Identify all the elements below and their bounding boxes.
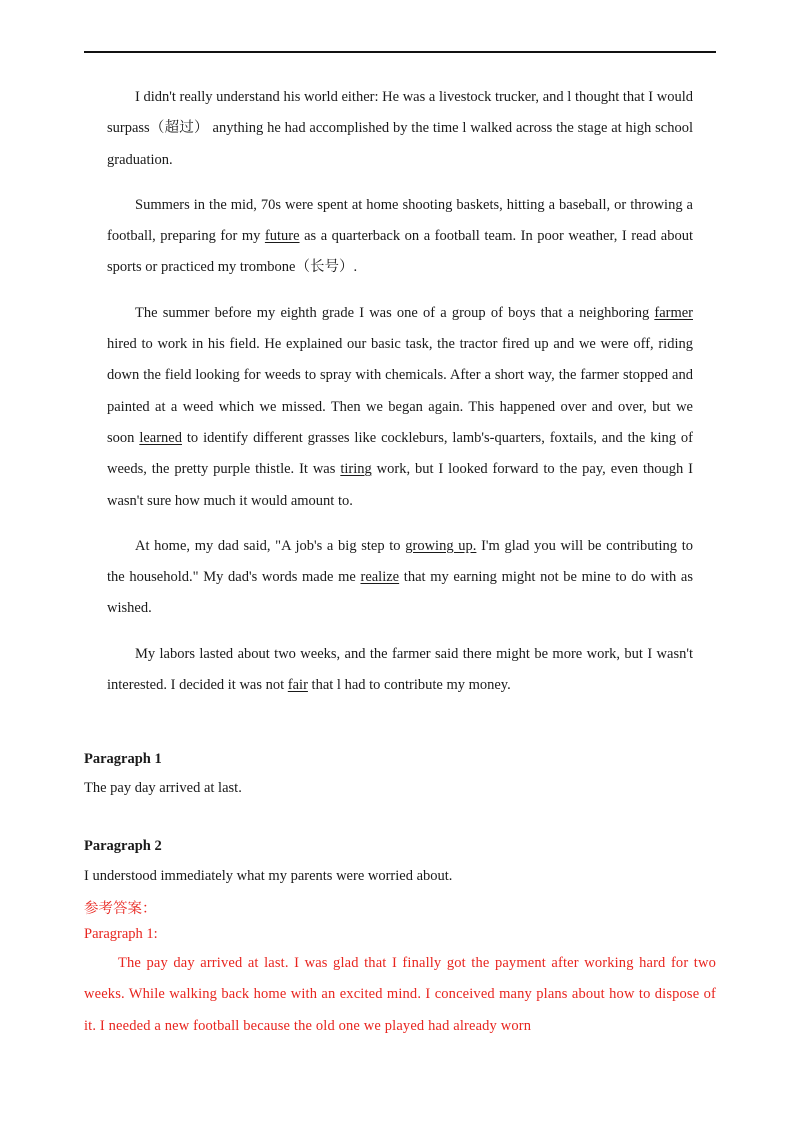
header-rule	[84, 51, 716, 53]
underlined-word: future	[264, 228, 300, 245]
paragraph1-title: Paragraph 1	[84, 751, 162, 767]
underlined-word: realize	[360, 569, 400, 586]
article-paragraph-3: The summer before my eighth grade I was one of a group of boys that a neighboring farmer hired to work in his field. He explained our basic task, the tractor fired up and we were off, riding down the field looking for weeds to spray with chemicals. After a short way, the farmer stopped and painted at a weed which we missed. Then we began again. This happened over and over, but we soon learned to identify different grasses like cockleburs, lamb's-quarters, foxtails, and the king of weeds, the pretty purple thistle. It was tiring work, but I looked forward to the pay, even though I wasn't sure how much it would amount to.	[107, 304, 694, 509]
underlined-word: farmer	[654, 304, 693, 321]
answer-heading: 参考答案：	[84, 901, 157, 917]
article-paragraph-4: At home, my dad said, "A job's a big step to growing up. I'm glad you will be contributing to the household." My dad's words made me realize that my earning might not be mine to do with as wished.	[107, 537, 693, 617]
article-paragraph-5: My labors lasted about two weeks, and the farmer said there might be more work, but I wasn't interested. I decided it was not fair that l had to contribute my money.	[107, 645, 693, 694]
underlined-word: fair	[287, 677, 308, 694]
underlined-word: learned	[139, 429, 182, 446]
paragraph1-prompt: The pay day arrived at last.	[84, 780, 242, 796]
underlined-word: growing up.	[405, 537, 477, 554]
article-paragraph-2: Summers in the mid, 70s were spent at home shooting baskets, hitting a baseball, or throwing a football, preparing for my future as a quarterback on a football team. In poor weather, I read about sports or practiced my trombone（长号）.	[107, 196, 693, 276]
paragraph2-title: Paragraph 2	[84, 838, 162, 854]
underlined-word: tiring	[340, 461, 372, 478]
answer-label: Paragraph 1:	[84, 926, 158, 942]
article-body	[107, 82, 693, 715]
paragraph2-prompt: I understood immediately what my parents were worried about.	[84, 868, 453, 884]
answer-text: The pay day arrived at last. I was glad that I finally got the payment after working hard for two weeks. While walking back home with an excited mind. I conceived many plans about how to dispose of it. I needed a new football because the old one we played had already worn	[84, 955, 716, 1034]
answer-text-block	[84, 948, 716, 1042]
article-paragraph-1: I didn't really understand his world either: He was a livestock trucker, and l thought that I would surpass（超过） anything he had accomplished by the time l walked across the stage at high school graduation.	[107, 89, 693, 168]
